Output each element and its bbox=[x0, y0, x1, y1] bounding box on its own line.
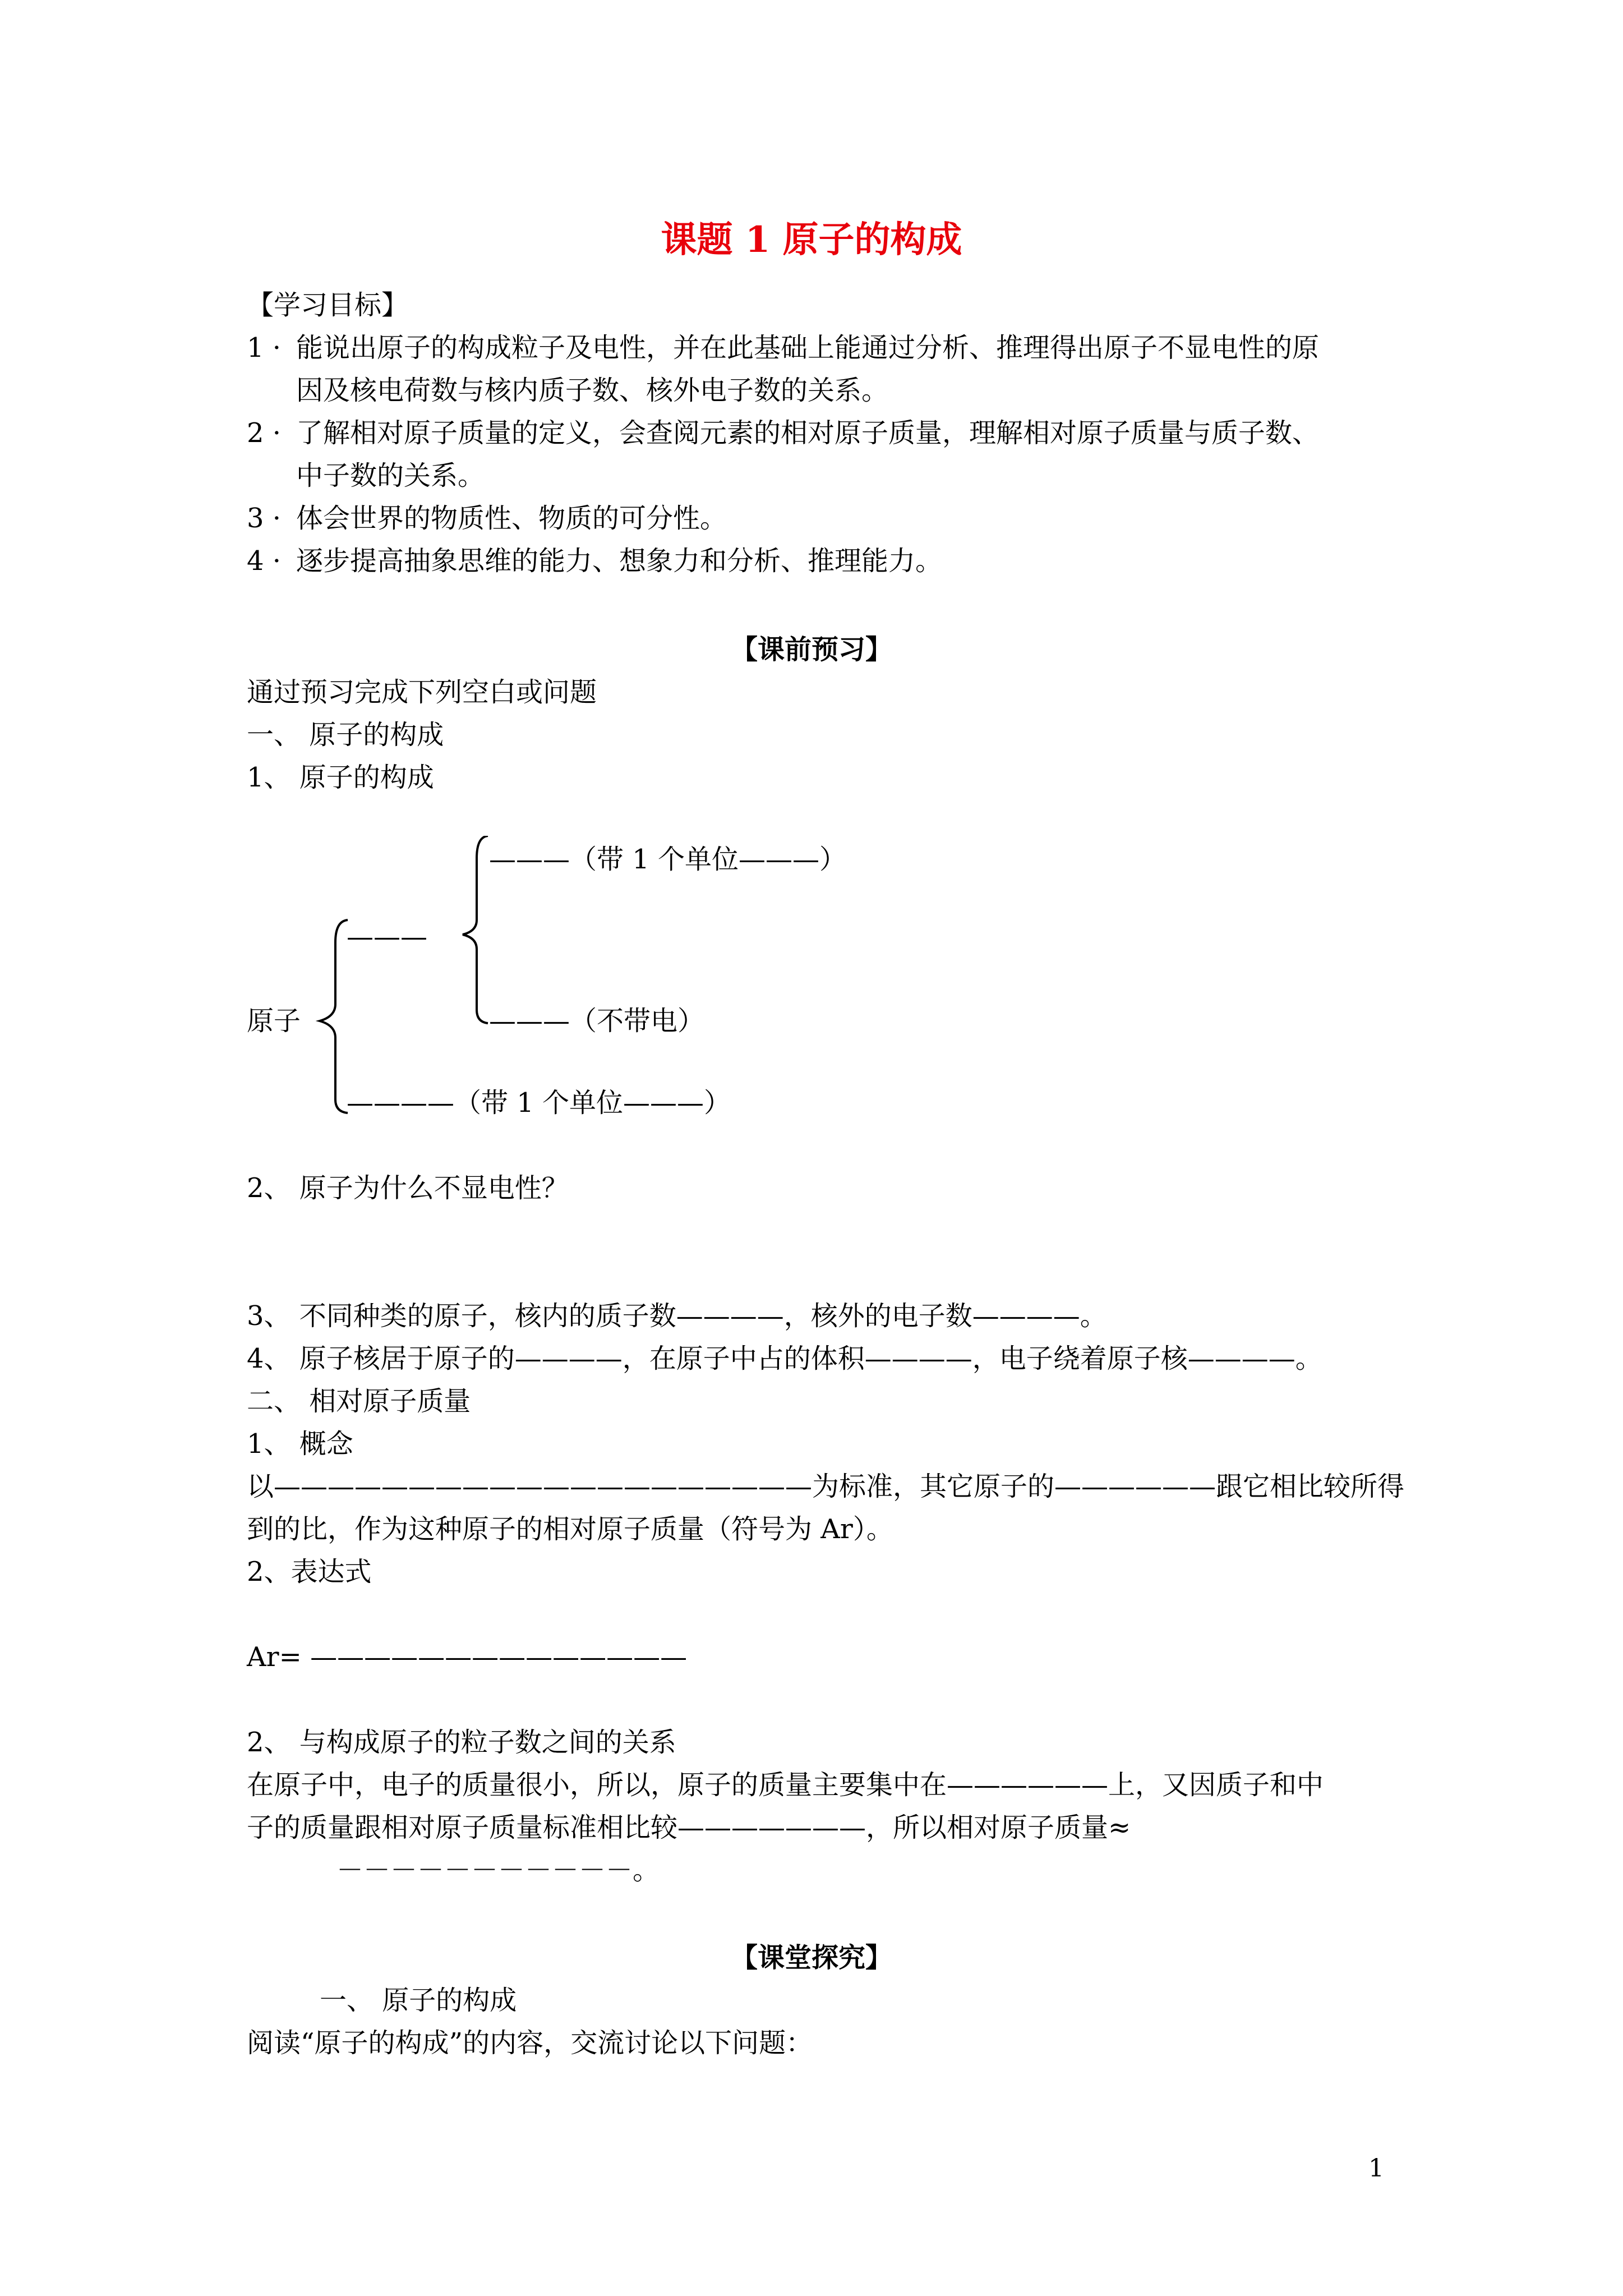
objective-4-text: 逐步提高抽象思维的能力、想象力和分析、推理能力。 bbox=[296, 545, 943, 577]
diagram-electron-line: ————（带 1 个单位———） bbox=[347, 1087, 731, 1119]
preview-question-4: 4、 原子核居于原子的————，在原子中占的体积————，电子绕着原子核————。 bbox=[247, 1343, 1322, 1374]
objective-1-text-cont: 因及核电荷数与核内质子数、核外电子数的关系。 bbox=[296, 375, 889, 406]
preview-heading: 【课前预习】 bbox=[730, 634, 892, 665]
preview-question-3: 3、 不同种类的原子，核内的质子数————，核外的电子数————。 bbox=[247, 1300, 1107, 1332]
objectives-heading: 【学习目标】 bbox=[247, 289, 409, 321]
page-number: 1 bbox=[1368, 2154, 1384, 2183]
concept-label: 1、 概念 bbox=[247, 1428, 353, 1460]
concept-text: 以————————————————————为标准，其它原子的——————跟它相比较所得 bbox=[247, 1471, 1405, 1502]
objective-2-text-cont: 中子数的关系。 bbox=[296, 460, 485, 491]
objective-2-text: 了解相对原子质量的定义，会查阅元素的相对原子质量，理解相对原子质量与质子数、 bbox=[296, 417, 1320, 449]
preview-question-1: 1、 原子的构成 bbox=[247, 762, 434, 793]
concept-text-cont: 到的比，作为这种原子的相对原子质量（符号为 Ar）。 bbox=[247, 1513, 893, 1545]
inner-brace bbox=[463, 836, 488, 1023]
relation-label: 2、 与构成原子的粒子数之间的关系 bbox=[247, 1727, 676, 1758]
preview-question-2: 2、 原子为什么不显电性？ bbox=[247, 1172, 569, 1204]
diagram-neutron-line: ———（不带电） bbox=[489, 1005, 705, 1037]
explore-heading: 【课堂探究】 bbox=[730, 1942, 892, 1973]
diagram-nucleus-blank: ——— bbox=[347, 921, 427, 953]
preview-intro: 通过预习完成下列空白或问题 bbox=[247, 677, 597, 708]
expression-formula: Ar= —————————————— bbox=[247, 1641, 688, 1673]
objective-2-number: 2 · bbox=[247, 417, 282, 449]
objective-4-number: 4 · bbox=[247, 545, 282, 577]
preview-section-2-title: 二、 相对原子质量 bbox=[247, 1386, 471, 1417]
objective-1-text: 能说出原子的构成粒子及电性，并在此基础上能通过分析、推理得出原子不显电性的原 bbox=[296, 332, 1320, 364]
outer-brace bbox=[320, 920, 348, 1113]
explore-reading-instruction: 阅读“原子的构成”的内容，交流讨论以下问题： bbox=[247, 2027, 813, 2059]
diagram-proton-line: ———（带 1 个单位———） bbox=[489, 844, 847, 875]
atom-structure-braces bbox=[314, 836, 516, 1116]
objective-1-number: 1 · bbox=[247, 332, 282, 364]
preview-section-1-title: 一、 原子的构成 bbox=[247, 719, 444, 751]
explore-section-1-title: 一、 原子的构成 bbox=[320, 1985, 517, 2016]
expression-label: 2、表达式 bbox=[247, 1556, 372, 1588]
diagram-root-atom: 原子 bbox=[247, 1005, 301, 1037]
relation-text: 在原子中，电子的质量很小，所以，原子的质量主要集中在——————上，又因质子和中 bbox=[247, 1769, 1324, 1801]
objective-3-text: 体会世界的物质性、物质的可分性。 bbox=[296, 503, 727, 534]
relation-text-cont: 子的质量跟相对原子质量标准相比较———————，所以相对原子质量≈ bbox=[247, 1812, 1131, 1843]
objective-3-number: 3 · bbox=[247, 503, 282, 534]
relation-text-blank: －－－－－－－－－－－。 bbox=[336, 1855, 660, 1886]
page-title: 课题 1 原子的构成 bbox=[661, 219, 962, 261]
